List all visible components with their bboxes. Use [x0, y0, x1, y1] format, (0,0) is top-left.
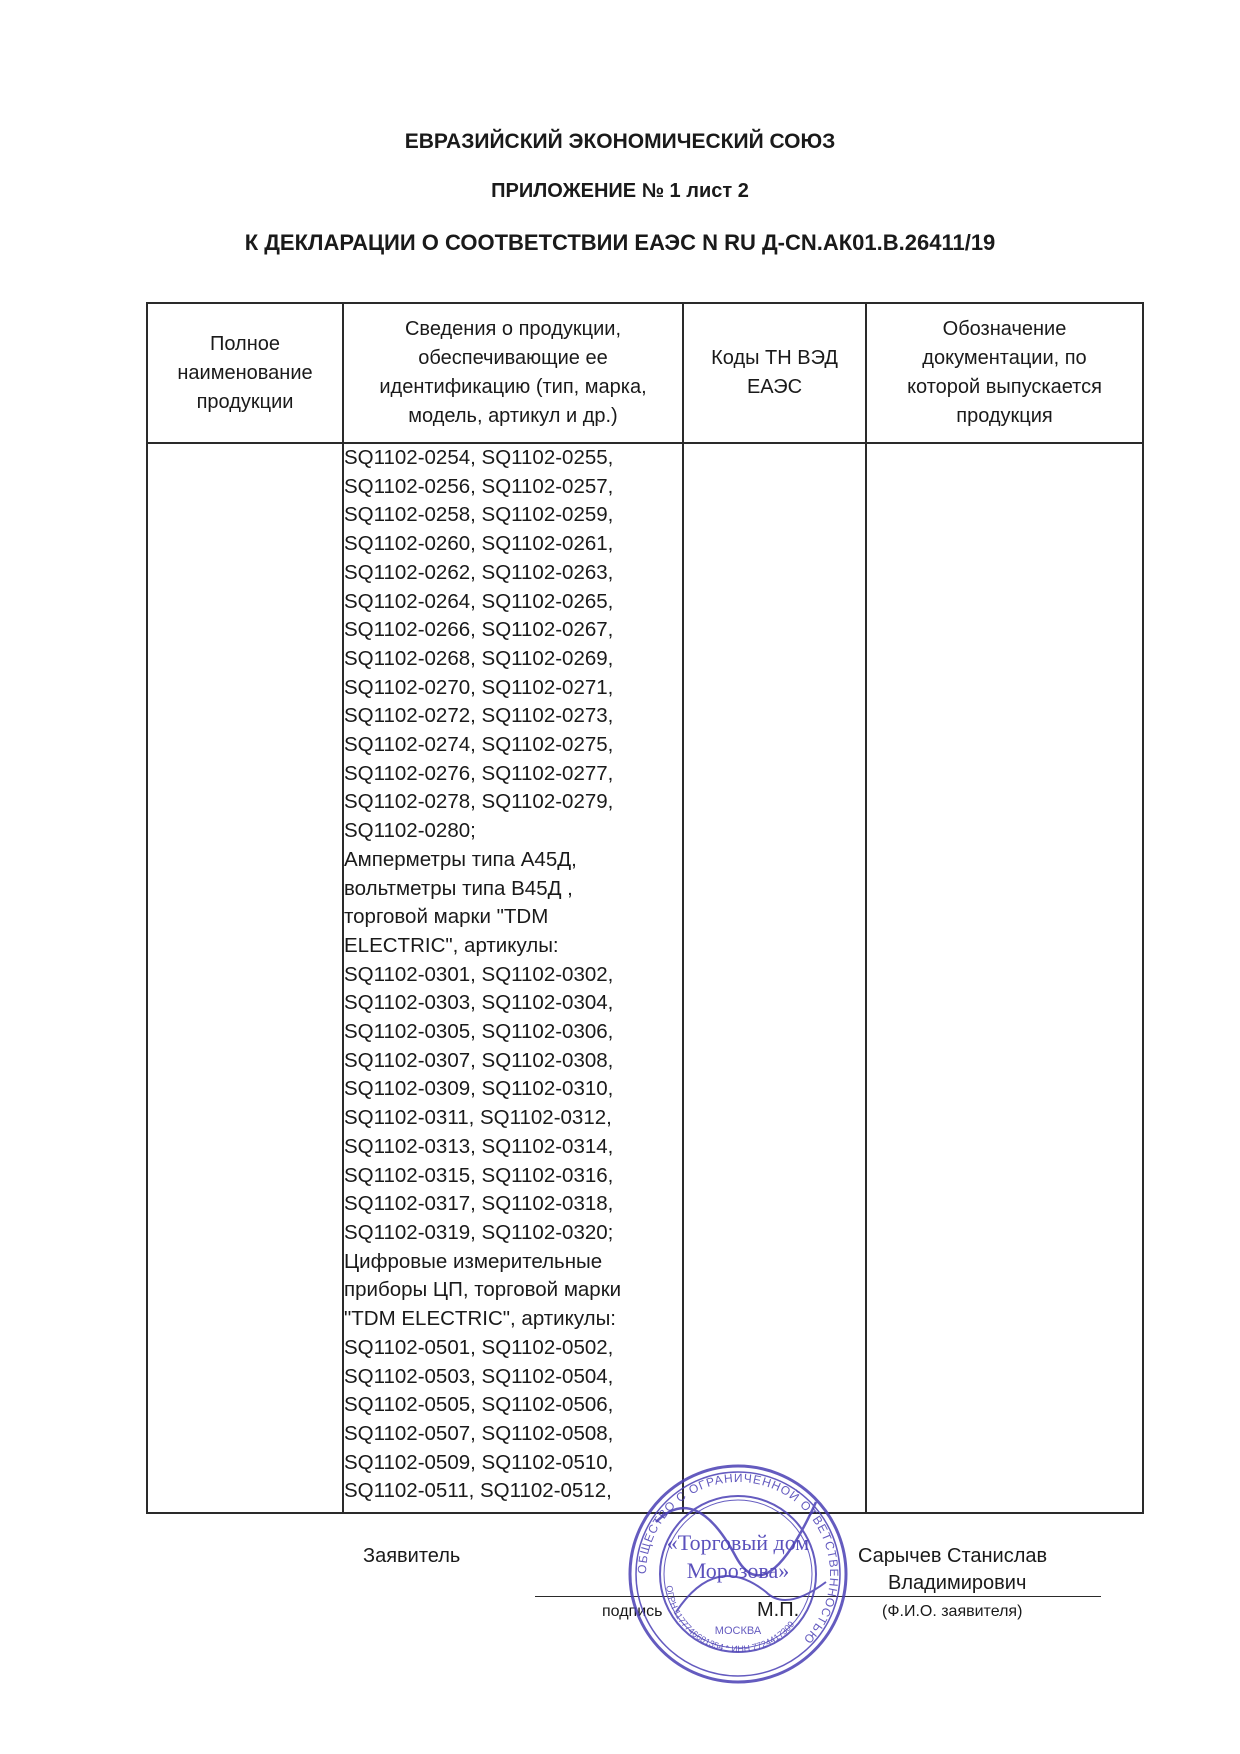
seal-inner-text-1: «Торговый дом [666, 1530, 810, 1555]
seal-outer-text: ОБЩЕСТВО С ОГРАНИЧЕННОЙ ОТВЕТСТВЕННОСТЬЮ [634, 1470, 842, 1648]
declaration-title: К ДЕКЛАРАЦИИ О СООТВЕТСТВИИ ЕАЭС N RU Д-CN.АК01.В.26411/19 [244, 230, 996, 255]
applicant-name-caption: (Ф.И.О. заявителя) [882, 1603, 1023, 1620]
union-title: ЕВРАЗИЙСКИЙ ЭКОНОМИЧЕСКИЙ СОЮЗ [404, 130, 836, 153]
cell-documentation [866, 443, 1143, 1513]
seal-place-label: М.П. [757, 1599, 800, 1621]
seal-inner-text-2: Морозова» [686, 1558, 790, 1583]
applicant-name-line1: Сарычев Станислав [858, 1545, 1048, 1567]
applicant-name-line2: Владимирович [888, 1572, 1027, 1594]
signature-caption: подпись [602, 1603, 663, 1620]
company-seal [626, 1462, 850, 1686]
seal-ids: ОГРН 1177746681354 * ИНН 7724417309 [664, 1584, 797, 1655]
appendix-title: ПРИЛОЖЕНИЕ № 1 лист 2 [491, 180, 749, 202]
header-documentation: Обозначение документации, по которой выпускается продукция [866, 303, 1143, 443]
seal-city: МОСКВА [714, 1625, 762, 1637]
svg-text:ОГРН 1177746681354 * ИНН 77244 [664, 1585, 796, 1654]
header-product-info: Сведения о продукции, обеспечивающие ее идентификацию (тип, марка, модель, артикул и др.) [343, 303, 683, 443]
cell-hs-codes [683, 443, 866, 1513]
header-full-name: Полное наименование продукции [147, 303, 343, 443]
header-hs-codes: Коды ТН ВЭД ЕАЭС [683, 303, 866, 443]
table-header-row [147, 303, 1143, 443]
table-row [147, 443, 1143, 1513]
product-table [146, 302, 1144, 1514]
cell-full-name [147, 443, 343, 1513]
cell-product-info: SQ1102-0254, SQ1102-0255, SQ1102-0256, SQ1102-0257, SQ1102-0258, SQ1102-0259, SQ1102-0260, SQ1102-0261, SQ1102-0262, SQ1102-0263, SQ1102-0264, SQ1102-0265, SQ1102-0266, SQ1102-0267, SQ1102-0268, SQ1102-0269, SQ1102-0270, SQ1102-0271, SQ1102-0272, SQ1102-0273, SQ1102-0274, SQ1102-0275, SQ1102-0276, SQ1102-0277, SQ1102-0278, SQ1102-0279, SQ1102-0280; Амперметры типа А45Д, вольтметры типа В45Д , торговой марки "TDM ELECTRIC", артикулы: SQ1102-0301, SQ1102-0302, SQ1102-0303, SQ1102-0304, SQ1102-0305, SQ1102-0306, SQ1102-0307, SQ1102-0308, SQ1102-0309, SQ1102-0310, SQ1102-0311, SQ1102-0312, SQ1102-0313, SQ1102-0314, SQ1102-0315, SQ1102-0316, SQ1102-0317, SQ1102-0318, SQ1102-0319, SQ1102-0320; Цифровые измерительные приборы ЦП, торговой марки "TDM ELECTRIC", артикулы: SQ1102-0501, SQ1102-0502, SQ1102-0503, SQ1102-0504, SQ1102-0505, SQ1102-0506, SQ1102-0507, SQ1102-0508, SQ1102-0509, SQ1102-0510, SQ1102-0511, SQ1102-0512, [343, 443, 683, 1513]
applicant-label: Заявитель [363, 1545, 461, 1567]
